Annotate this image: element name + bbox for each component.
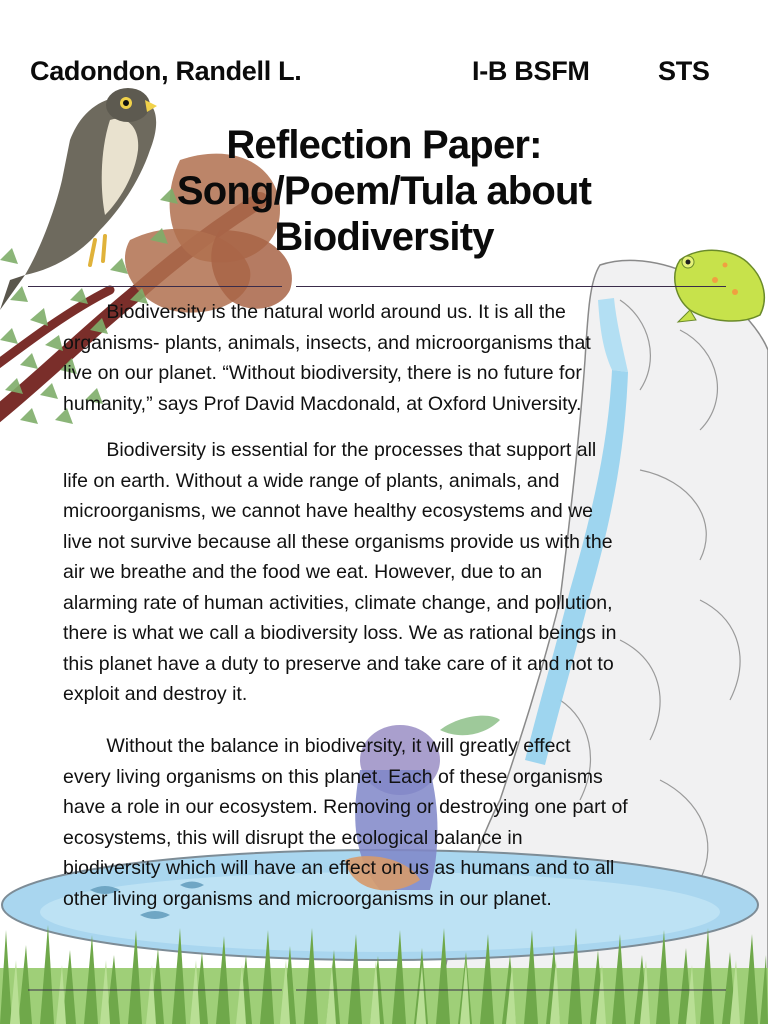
paragraph-line: this planet have a duty to preserve and take care of it and not to bbox=[63, 652, 614, 675]
title-divider-right bbox=[296, 286, 726, 287]
paragraph-line: Without the balance in biodiversity, it will greatly effect bbox=[63, 735, 571, 757]
title-line-3: Biodiversity bbox=[274, 215, 494, 259]
paragraph-line: alarming rate of human activities, climate change, and pollution, bbox=[63, 591, 613, 614]
paragraph-line: other living organisms and microorganisms in our planet. bbox=[63, 887, 552, 910]
student-name: Cadondon, Randell L. bbox=[30, 56, 302, 86]
paragraph-line: life on earth. Without a wide range of plants, animals, and bbox=[63, 469, 560, 492]
paragraph-line: live not survive because all these organisms provide us with the bbox=[63, 530, 613, 553]
paragraph-line: ecosystems, this will disrupt the ecological balance in bbox=[63, 826, 523, 849]
paragraph-line: organisms- plants, animals, insects, and microorganisms that bbox=[63, 331, 591, 354]
course-subject: STS bbox=[658, 56, 710, 86]
paragraph-line: Biodiversity is essential for the processes that support all bbox=[63, 439, 597, 461]
paragraph-line: microorganisms, we cannot have healthy ecosystems and we bbox=[63, 500, 594, 522]
paragraph-1 bbox=[63, 297, 743, 419]
student-section: I-B BSFM bbox=[472, 56, 590, 86]
title-line-2: Song/Poem/Tula about bbox=[176, 169, 592, 213]
paragraph-line: humanity,” says Prof David Macdonald, at Oxford University. bbox=[63, 392, 582, 415]
title-line-1: Reflection Paper: bbox=[226, 123, 542, 167]
paragraph-line: biodiversity which will have an effect on us as humans and to all bbox=[63, 857, 615, 879]
paragraph-line: have a role in our ecosystem. Removing or destroying one part of bbox=[63, 796, 628, 818]
paragraph-line: exploit and destroy it. bbox=[63, 683, 248, 705]
title-divider-left bbox=[28, 286, 282, 287]
page-title bbox=[0, 122, 768, 260]
paragraph-line: there is what we call a biodiversity loss. We as rational beings in bbox=[63, 622, 617, 644]
paragraph-3 bbox=[63, 731, 743, 914]
paragraph-line: air we breathe and the food we eat. However, due to an bbox=[63, 561, 543, 583]
paragraph-2 bbox=[63, 435, 743, 710]
paragraph-line: Biodiversity is the natural world around us. It is all the bbox=[63, 301, 566, 323]
paragraph-line: every living organisms on this planet. Each of these organisms bbox=[63, 765, 603, 788]
paragraph-line: live on our planet. “Without biodiversity, there is no future for bbox=[63, 362, 582, 384]
